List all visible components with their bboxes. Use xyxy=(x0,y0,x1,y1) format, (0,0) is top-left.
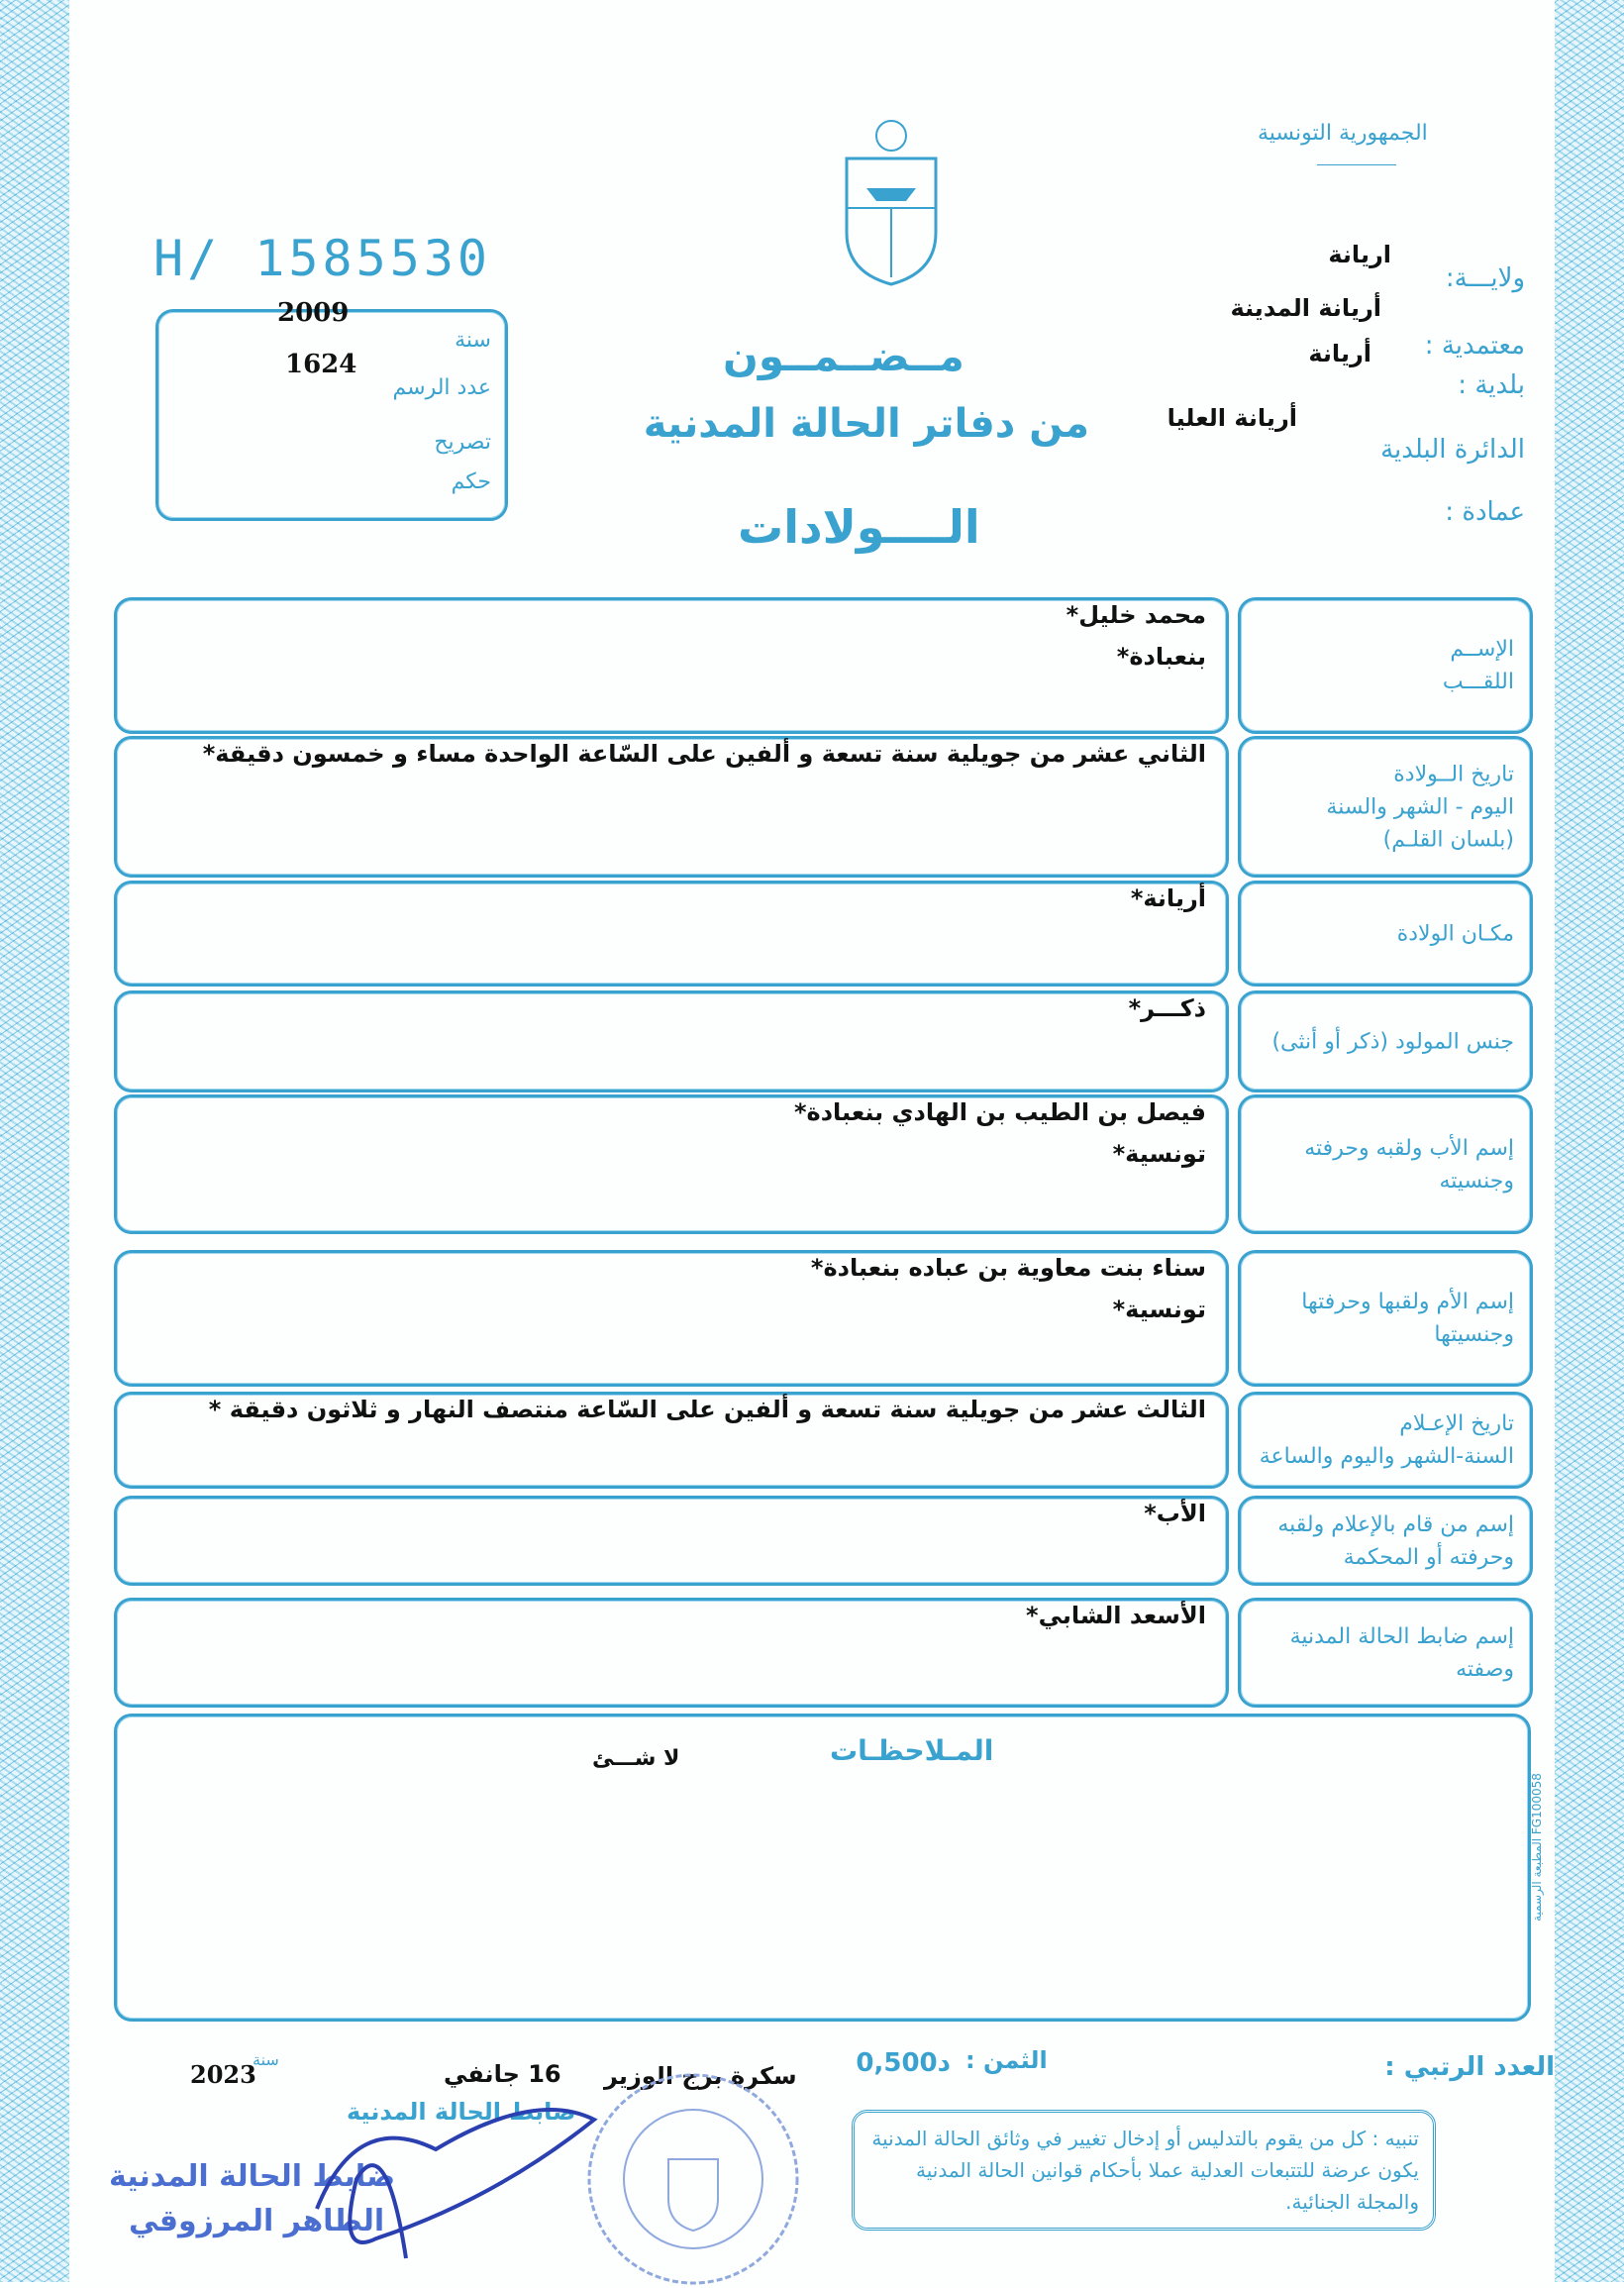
issue-year-label: سنة xyxy=(253,2050,279,2069)
officer-title: ضابط الحالة المدنية xyxy=(347,2098,576,2126)
row-sex-label: جنس المولود (ذكر أو أنثى) xyxy=(1271,1029,1514,1054)
row-father-label-box xyxy=(1238,1094,1533,1234)
row-name-value: محمد خليل* بنعبادة* xyxy=(1066,601,1206,671)
row-declarant-value: الأب* xyxy=(1144,1500,1206,1527)
stamp-title: ضابط الحالة المدنية xyxy=(109,2159,396,2194)
title-registers: من دفاتر الحالة المدنية xyxy=(643,401,1089,447)
price-value: 0,500د xyxy=(856,2048,951,2078)
row-birth-place-label-box xyxy=(1238,881,1533,987)
row-sex-value: ذكـــر* xyxy=(1128,994,1206,1022)
signature-icon xyxy=(297,2090,624,2268)
daira-label: الدائرة البلدية xyxy=(1380,435,1525,465)
row-mother-label-box xyxy=(1238,1250,1533,1387)
row-officer-value: الأسعد الشابي* xyxy=(1026,1602,1206,1629)
row-officer-value-box xyxy=(114,1598,1229,1708)
row-name-label-box xyxy=(1238,597,1533,734)
wilaya-label: ولايـــة: xyxy=(1445,263,1525,293)
row-declarant-label: إسم من قام بالإعلام ولقبه وحرفته أو المحكمة xyxy=(1277,1511,1514,1570)
row-birth-date-value-box xyxy=(114,736,1229,878)
row-officer-label: إسم ضابط الحالة المدنية وصفته xyxy=(1289,1623,1514,1682)
price-label: الثمن : xyxy=(965,2046,1048,2074)
registration-year: 2009 xyxy=(277,298,350,328)
tunisia-emblem-icon xyxy=(837,114,946,287)
registration-box xyxy=(155,298,508,521)
year-label: سنة xyxy=(455,328,491,353)
baladiya-value: أريانة xyxy=(1308,340,1371,367)
remarks-box xyxy=(114,1714,1531,2022)
mutamadiya-value: أريانة المدينة xyxy=(1230,294,1381,322)
stamp-name: الطاهر المرزوقي xyxy=(129,2204,385,2238)
title-summary: مــضــمــون xyxy=(723,332,964,380)
divider xyxy=(1317,164,1396,165)
row-birth-place-value-box xyxy=(114,881,1229,987)
wilaya-value: اريانة xyxy=(1328,241,1391,268)
row-sex-value-box xyxy=(114,990,1229,1092)
row-name-label: الإســم اللقـــب xyxy=(1442,637,1514,694)
row-mother-label: إسم الأم ولقبها وحرفتها وجنسيتها xyxy=(1301,1290,1514,1347)
imada-label: عمادة : xyxy=(1445,497,1525,527)
row-declaration-date-label: تاريخ الإعـلام السنة-الشهر واليوم والساعة xyxy=(1259,1411,1514,1469)
row-father-label: إسم الأب ولقبه وحرفته وجنسيته xyxy=(1304,1135,1514,1194)
row-birth-place-value: أريانة* xyxy=(1130,884,1206,912)
row-birth-date-label: تاريخ الــولادة اليوم - الشهر والسنة (بلسان القلـم) xyxy=(1326,762,1514,852)
row-officer-label-box xyxy=(1238,1598,1533,1708)
row-father-value: فيصل بن الطيب بن الهادي بنعبادة* تونسية* xyxy=(793,1098,1206,1168)
mutamadiya-label: معتمدية : xyxy=(1424,331,1525,361)
row-father-value-box xyxy=(114,1094,1229,1234)
registration-number: 1624 xyxy=(285,350,357,379)
row-declarant-value-box xyxy=(114,1496,1229,1586)
issue-year: 2023 xyxy=(190,2060,256,2089)
row-declaration-date-value: الثالث عشر من جويلية سنة تسعة و ألفين على السّاعة منتصف النهار و ثلاثون دقيقة * xyxy=(208,1396,1206,1423)
row-declaration-date-label-box xyxy=(1238,1392,1533,1489)
row-declarant-label-box xyxy=(1238,1496,1533,1586)
row-birth-date-value: الثاني عشر من جويلية سنة تسعة و ألفين على السّاعة الواحدة مساء و خمسون دقيقة* xyxy=(202,740,1206,768)
row-mother-value-box xyxy=(114,1250,1229,1387)
title-births: الــــولادات xyxy=(738,500,980,554)
republic-title: الجمهورية التونسية xyxy=(1258,121,1428,146)
row-declaration-date-value-box xyxy=(114,1392,1229,1489)
row-name-value-box xyxy=(114,597,1229,734)
remarks-value: لا شـــئ xyxy=(592,1746,680,1771)
row-birth-place-label: مكـان الولادة xyxy=(1396,921,1514,946)
remarks-label: المـلاحظـات xyxy=(830,1734,994,1767)
daira-value: أريانة العليا xyxy=(1167,404,1297,432)
baladiya-label: بلدية : xyxy=(1458,370,1525,400)
serial-number: H/ 1585530 xyxy=(153,230,492,287)
row-mother-value: سناء بنت معاوية بن عباده بنعبادة* تونسية* xyxy=(810,1254,1206,1323)
judgment-label: حكم xyxy=(451,469,491,494)
left-guilloche-border xyxy=(0,0,69,2282)
issue-date: 16 جانفي xyxy=(444,2060,561,2088)
serial-label: العدد الرتبي : xyxy=(1384,2052,1555,2082)
printer-mark: المطبعة الرسمية FG100058 xyxy=(1530,1773,1544,1922)
legal-notice: تنبيه : كل من يقوم بالتدليس أو إدخال تغيير في وثائق الحالة المدنية يكون عرضة للتتبعات العدلية عملا بأحكام قوانين الحالة المدنية والمجلة الجنائية. xyxy=(852,2110,1436,2231)
issue-place: سكرة برج الوزير xyxy=(604,2062,797,2090)
number-label: عدد الرسم xyxy=(392,375,491,400)
row-birth-date-label-box xyxy=(1238,736,1533,878)
right-guilloche-border xyxy=(1555,0,1624,2282)
declaration-label: تصريح xyxy=(434,430,491,455)
row-sex-label-box xyxy=(1238,990,1533,1092)
